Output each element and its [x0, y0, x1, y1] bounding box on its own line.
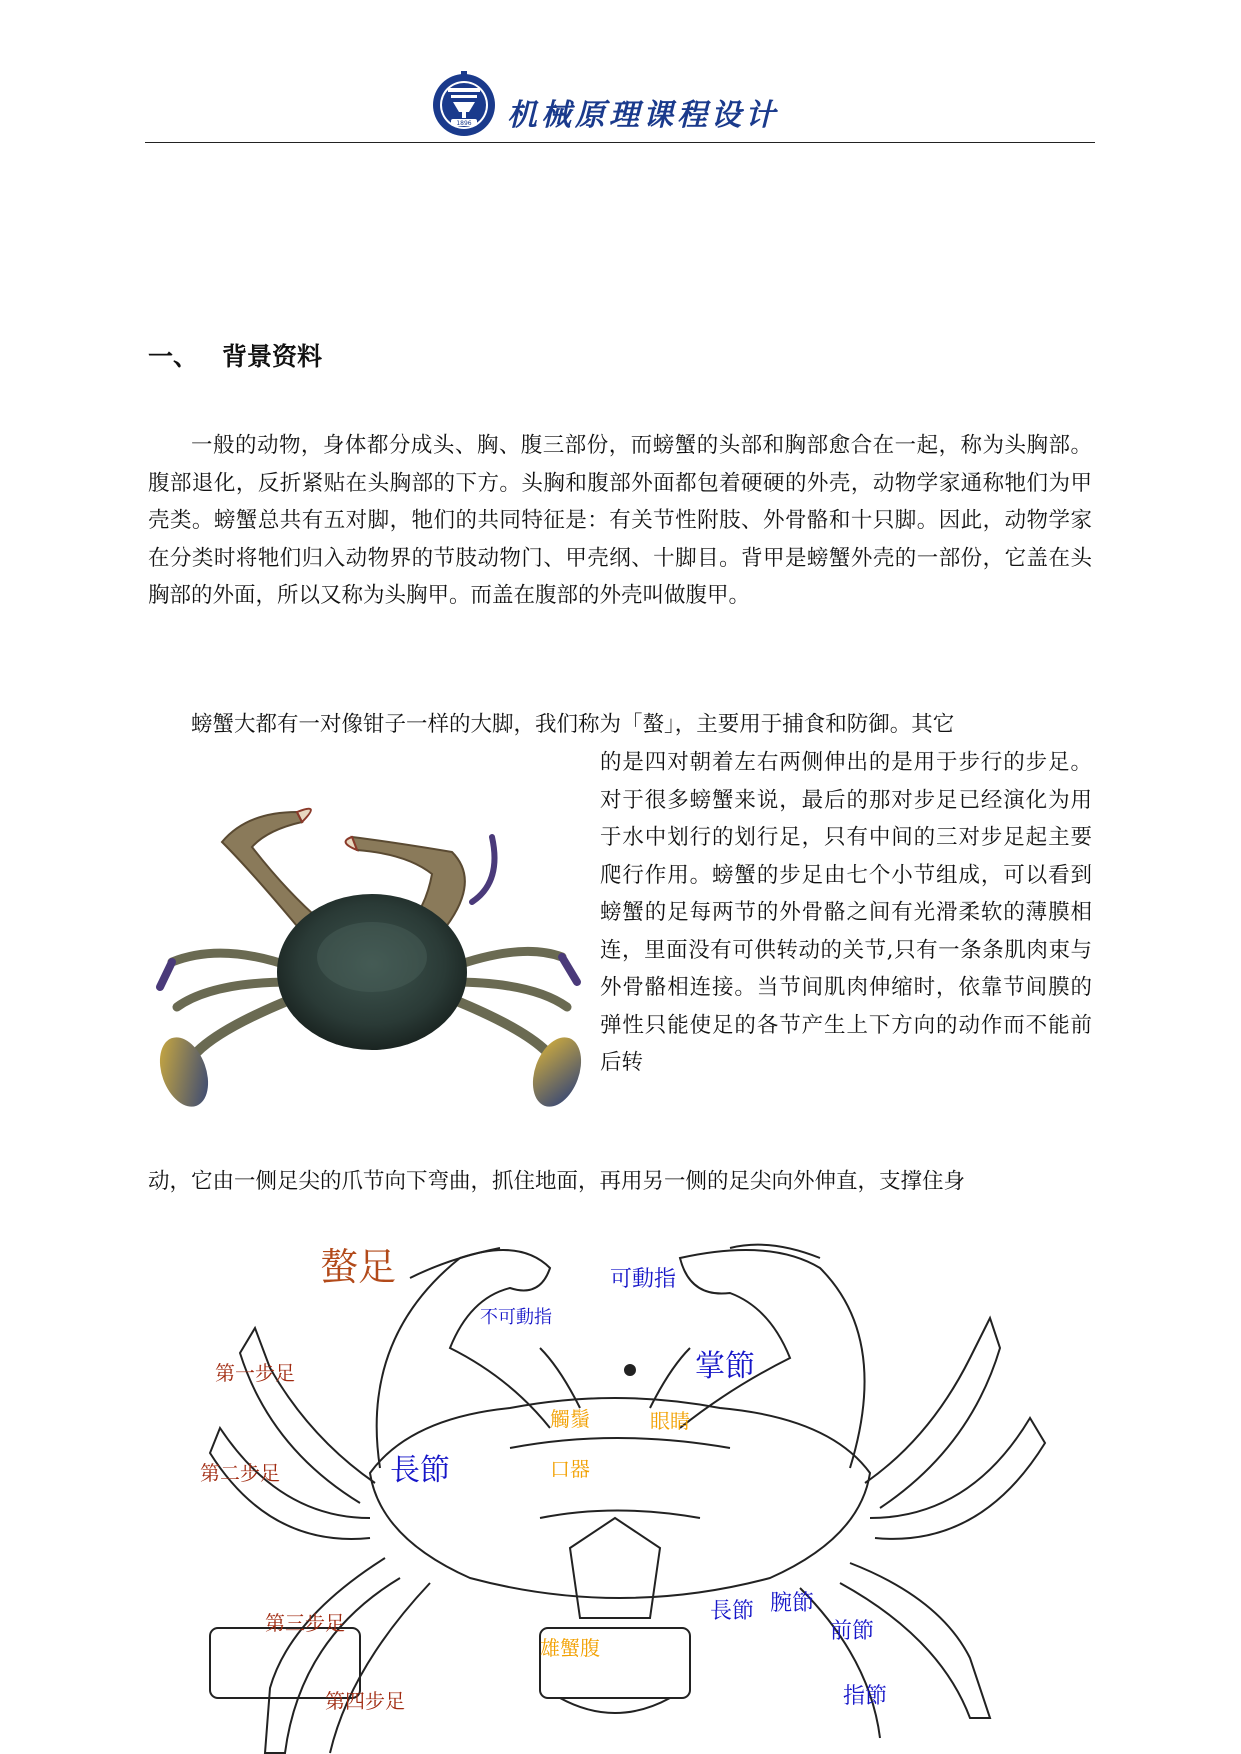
- label-leg-4: 第四步足: [325, 1689, 405, 1713]
- university-logo-icon: [431, 72, 497, 138]
- label-eye: 眼睛: [650, 1409, 690, 1433]
- section-heading: [148, 337, 322, 373]
- label-merus-2: 長節: [710, 1599, 755, 1624]
- label-chela: 螯足: [320, 1245, 397, 1289]
- label-leg-3: 第三步足: [265, 1611, 345, 1635]
- label-dactyl: 指節: [843, 1684, 888, 1709]
- svg-text:1896: 1896: [456, 120, 472, 127]
- label-fixed-finger: 不可動指: [480, 1307, 552, 1328]
- label-abdomen: 雄蟹腹: [540, 1636, 600, 1660]
- label-antenna: 觸鬚: [550, 1407, 590, 1431]
- label-leg-1: 第一步足: [215, 1361, 295, 1385]
- paragraph-2-line-1: 螃蟹大都有一对像钳子一样的大脚，我们称为「螯」，主要用于捕食和防御。其它: [191, 712, 955, 737]
- crab-photo: [152, 782, 592, 1112]
- label-merus: 長節: [390, 1453, 450, 1488]
- paragraph-2-last-line: 动，它由一侧足尖的爪节向下弯曲，抓住地面，再用另一侧的足尖向外伸直，支撑住身: [148, 1169, 966, 1194]
- crab-anatomy-diagram: [200, 1218, 1090, 1754]
- section-title: 背景资料: [222, 342, 323, 371]
- label-propodus: 前節: [830, 1619, 875, 1644]
- paragraph-1: 一般的动物，身体都分成头、胸、腹三部份，而螃蟹的头部和胸部愈合在一起，称为头胸部。腹部退化，反折紧贴在头胸部的下方。头胸和腹部外面都包着硬硬的外壳，动物学家通称牠们为甲壳类。螃蟹总共有五对脚，牠们的共同特征是：有关节性附肢、外骨骼和十只脚。因此，动物学家在分类时将牠们归入动物界的节肢动物门、甲壳纲、十脚目。背甲是螃蟹外壳的一部份，它盖在头胸部的外面，所以又称为头胸甲。而盖在腹部的外壳叫做腹甲。: [148, 433, 1092, 608]
- label-carpus: 腕節: [770, 1591, 815, 1616]
- label-mouth: 口器: [550, 1457, 590, 1481]
- paragraph-2-wrapped: 的是四对朝着左右两侧伸出的是用于步行的步足。对于很多螃蟹来说，最后的那对步足已经演化为用于水中划行的划行足，只有中间的三对步足起主要爬行作用。螃蟹的步足由七个小节组成，可以看到螃蟹的足每两节的外骨骼之间有光滑柔软的薄膜相连，里面没有可供转动的关节,只有一条条肌肉束与外骨骼相连接。当节间肌肉伸缩时，依靠节间膜的弹性只能使足的各节产生上下方向的动作而不能前后转: [600, 750, 1092, 1075]
- section-number: 一、: [148, 342, 199, 371]
- page-header: [145, 72, 1095, 144]
- label-palm: 掌節: [695, 1349, 755, 1384]
- label-leg-2: 第二步足: [200, 1461, 280, 1485]
- label-movable-finger: 可動指: [610, 1267, 677, 1292]
- header-rule: [145, 142, 1095, 143]
- header-title: 机械原理课程设计: [507, 98, 779, 133]
